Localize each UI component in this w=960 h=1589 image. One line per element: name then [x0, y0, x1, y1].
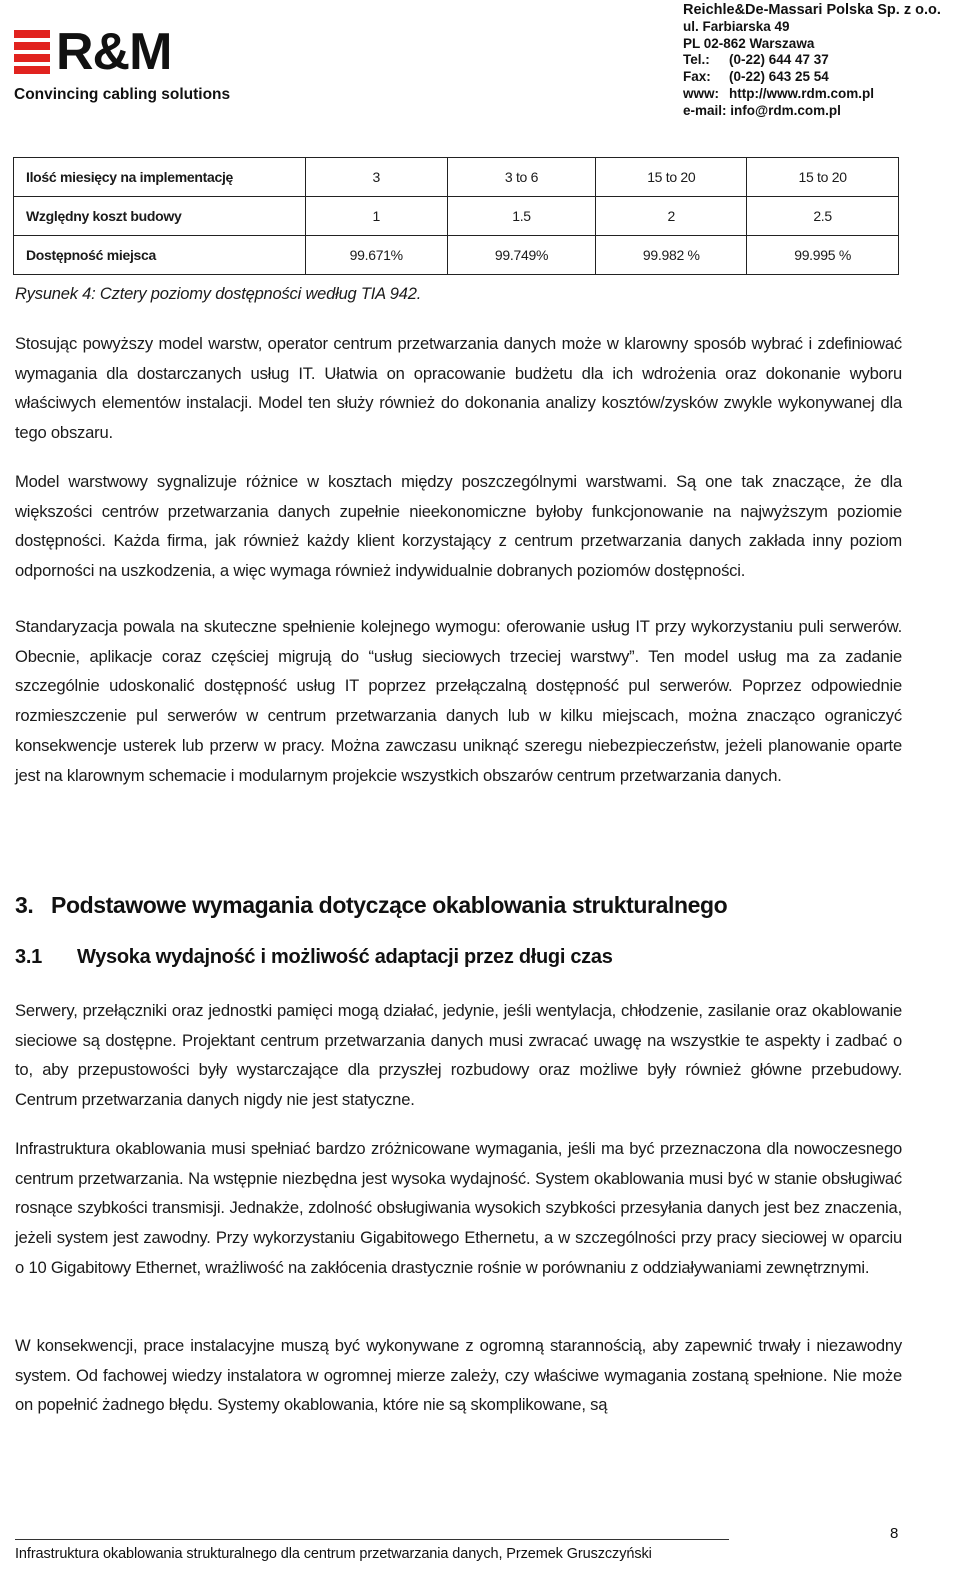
table-cell: 1 — [305, 197, 447, 236]
table-row-label: Ilość miesięcy na implementację — [14, 158, 306, 197]
paragraph-6: W konsekwencji, prace instalacyjne muszą być wykonywane z ogromną starannością, aby zapewnić trwały i niezawodny system. Od fachowej wiedzy instalatora w ogromnej mierze zależy, czy właściwe wymagania zostaną spełnione. Nie może on popełnić żadnego błędu. Systemy okablowania, które nie są skomplikowane, są — [15, 1336, 902, 1415]
paragraph-2: Model warstwowy sygnalizuje różnice w kosztach między poszczególnymi warstwami. Są one tak znaczące, że dla większości centrów przetwarzania danych zupełnie nieekonomiczne byłoby funkcjonowanie na najwyższym poziomie dostępności. Każda firma, jak również każdy klient korzystający z centrum przetwarzania danych zakłada inny poziom odporności na uszkodzenia, a więc wymaga również indywidualnie dobranych poziomów dostępności. — [15, 472, 902, 581]
www-label: www: — [683, 85, 719, 101]
table-cell: 15 to 20 — [747, 158, 899, 197]
www-value: http://www.rdm.com.pl — [729, 85, 874, 101]
logo-tagline: Convincing cabling solutions — [14, 86, 231, 103]
paragraph-3: Standaryzacja powala na skuteczne spełnienie kolejnego wymogu: oferowanie usług IT przy wykorzystaniu puli serwerów. Obecnie, aplikacje coraz częściej migrują do “usług sieciowych trzeciej warstwy”. Ten model usług ma za zadanie szczególnie udoskonalić dostępność usług IT poprzez przełączalną dostępność pul serwerów. Poprzez odpowiednie rozmieszczenie pul serwerów w centrum przetwarzania danych lub w kilku miejscach, można znacząco ograniczyć konsekwencje usterek lub przerw w pracy. Można zawczasu uniknąć szeregu niebezpieczeństw, jeżeli planowanie oparte jest na klarownym schemacie i modularnym projekcie wszystkich obszarów centrum przetwarzania danych. — [15, 617, 902, 785]
company-www — [683, 86, 960, 103]
subsection-title: Wysoka wydajność i możliwość adaptacji przez długi czas — [77, 946, 613, 968]
fax-label: Fax: — [683, 69, 711, 85]
table-cell: 3 to 6 — [447, 158, 596, 197]
section-title: Podstawowe wymagania dotyczące okablowania strukturalnego — [51, 892, 728, 918]
tel-value: (0-22) 644 47 37 — [729, 52, 829, 68]
logo-text: R&M — [56, 23, 172, 81]
table-row — [14, 236, 899, 275]
fax-value: (0-22) 643 25 54 — [729, 69, 829, 85]
table-row-label: Dostępność miejsca — [14, 236, 306, 275]
footer-text: Infrastruktura okablowania strukturalnego dla centrum przetwarzania danych, Przemek Gruszczyński — [15, 1546, 652, 1562]
section-number: 3. — [15, 892, 34, 918]
table-cell: 15 to 20 — [596, 158, 747, 197]
company-address — [683, 2, 960, 120]
page-number: 8 — [890, 1525, 899, 1542]
subsection-number: 3.1 — [15, 946, 42, 968]
table-row — [14, 158, 899, 197]
table-row — [14, 197, 899, 236]
table-cell: 2.5 — [747, 197, 899, 236]
table-cell: 99.671% — [305, 236, 447, 275]
company-email: e-mail: info@rdm.com.pl — [683, 102, 841, 118]
table-cell: 99.995 % — [747, 236, 899, 275]
company-fax — [683, 69, 960, 86]
table-cell: 1.5 — [447, 197, 596, 236]
availability-table — [13, 157, 899, 275]
tel-label: Tel.: — [683, 52, 710, 68]
company-name: Reichle&De-Massari Polska Sp. z o.o. — [683, 2, 941, 18]
company-tel — [683, 52, 960, 69]
figure-caption: Rysunek 4: Cztery poziomy dostępności według TIA 942. — [15, 285, 422, 303]
table-cell: 2 — [596, 197, 747, 236]
table-cell: 99.982 % — [596, 236, 747, 275]
paragraph-5: Infrastruktura okablowania musi spełniać bardzo zróżnicowane wymagania, jeśli ma być przeznaczona dla nowoczesnego centrum przetwarzania. Na wstępnie niezbędna jest wysoka wydajność. System okablowania musi być w stanie obsługiwać rosnące szybkości transmisji. Jednakże, zdolność obsługiwania wysokich szybkości przesyłania danych jest bez znaczenia, jeżeli system jest zawodny. Przy wykorzystaniu Gigabitowego Ethernetu, a w szczególności przy pracy sieciowej w oparciu o 10 Gigabitowy Ethernet, wrażliwość na zakłócenia drastycznie rośnie w porównaniu z oddziaływaniami zewnętrznymi. — [15, 1139, 902, 1277]
paragraph-1: Stosując powyższy model warstw, operator centrum przetwarzania danych może w klarowny sposób wybrać i zdefiniować wymagania dla dostarczanych usług IT. Ułatwia on opracowanie budżetu dla ich wdrożenia oraz dokonanie wyboru właściwych elementów instalacji. Model ten służy również do dokonania analizy kosztów/zysków zwykle wykonywanej dla tego obszaru. — [15, 334, 902, 443]
section-heading — [15, 892, 727, 919]
table-cell: 3 — [305, 158, 447, 197]
table-cell: 99.749% — [447, 236, 596, 275]
company-logo — [14, 23, 264, 110]
subsection-heading — [15, 946, 613, 969]
company-street: ul. Farbiarska 49 — [683, 18, 790, 34]
logo-bars-icon — [14, 30, 50, 74]
company-city: PL 02-862 Warszawa — [683, 35, 815, 51]
footer-divider — [15, 1539, 729, 1540]
table-row-label: Względny koszt budowy — [14, 197, 306, 236]
paragraph-4: Serwery, przełączniki oraz jednostki pamięci mogą działać, jedynie, jeśli wentylacja, chłodzenie, zasilanie oraz okablowanie sieciowe są dostępne. Projektant centrum przetwarzania danych musi zwracać uwagę na wszystkie te aspekty i zadbać o to, aby przepustowości były wystarczające dla przyszłej rozbudowy oraz możliwe były również główne przebudowy. Centrum przetwarzania danych nigdy nie jest statyczne. — [15, 1001, 902, 1110]
